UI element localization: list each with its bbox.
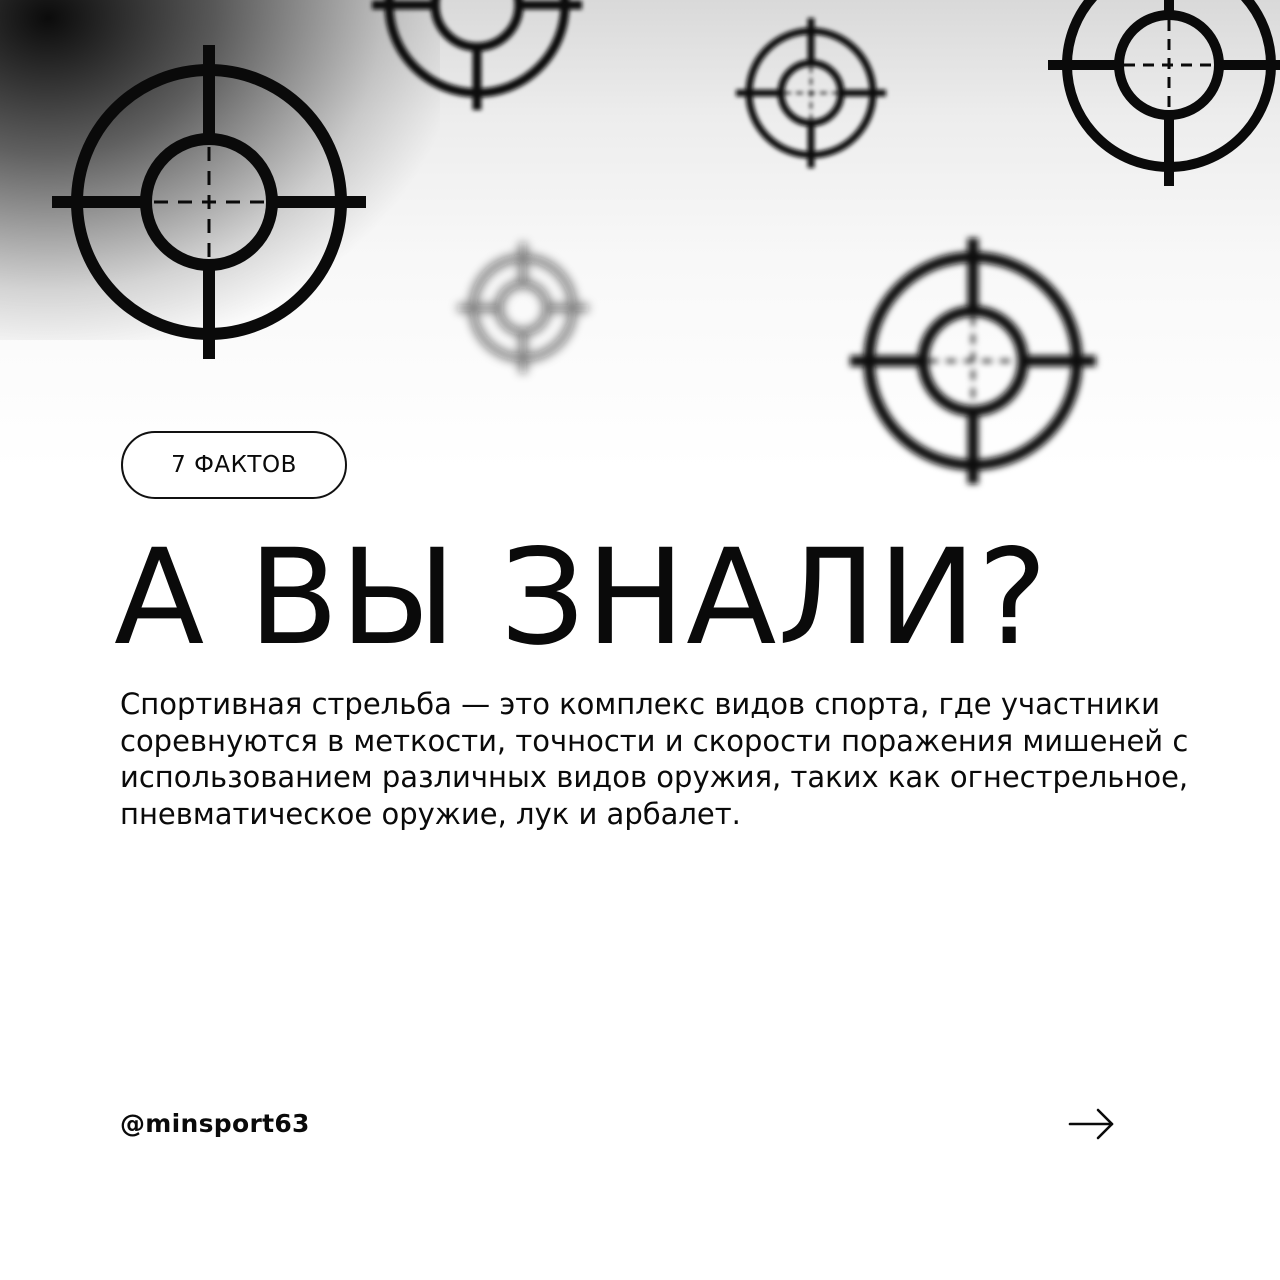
facts-badge-label: 7 ФАКТОВ: [171, 452, 297, 478]
headline: А ВЫ ЗНАЛИ?: [114, 521, 1049, 675]
crosshair-target-icon: [52, 45, 366, 359]
crosshair-target-icon: [372, 0, 582, 110]
crosshair-target-icon: [850, 238, 1096, 484]
facts-badge: [121, 431, 347, 499]
body-text: Спортивная стрельба — это комплекс видов спорта, где участники соревнуются в меткости, точности и скорости поражения мишеней с использованием различных видов оружия, таких как огнестрельное, пневматическое оружие, лук и арбалет.: [120, 687, 1189, 831]
crosshair-target-icon: [458, 243, 588, 373]
crosshair-target-icon: [736, 18, 886, 168]
crosshair-target-icon: [1048, 0, 1280, 186]
account-handle[interactable]: @minsport63: [120, 1109, 310, 1138]
arrow-right-icon[interactable]: [1066, 1104, 1118, 1144]
